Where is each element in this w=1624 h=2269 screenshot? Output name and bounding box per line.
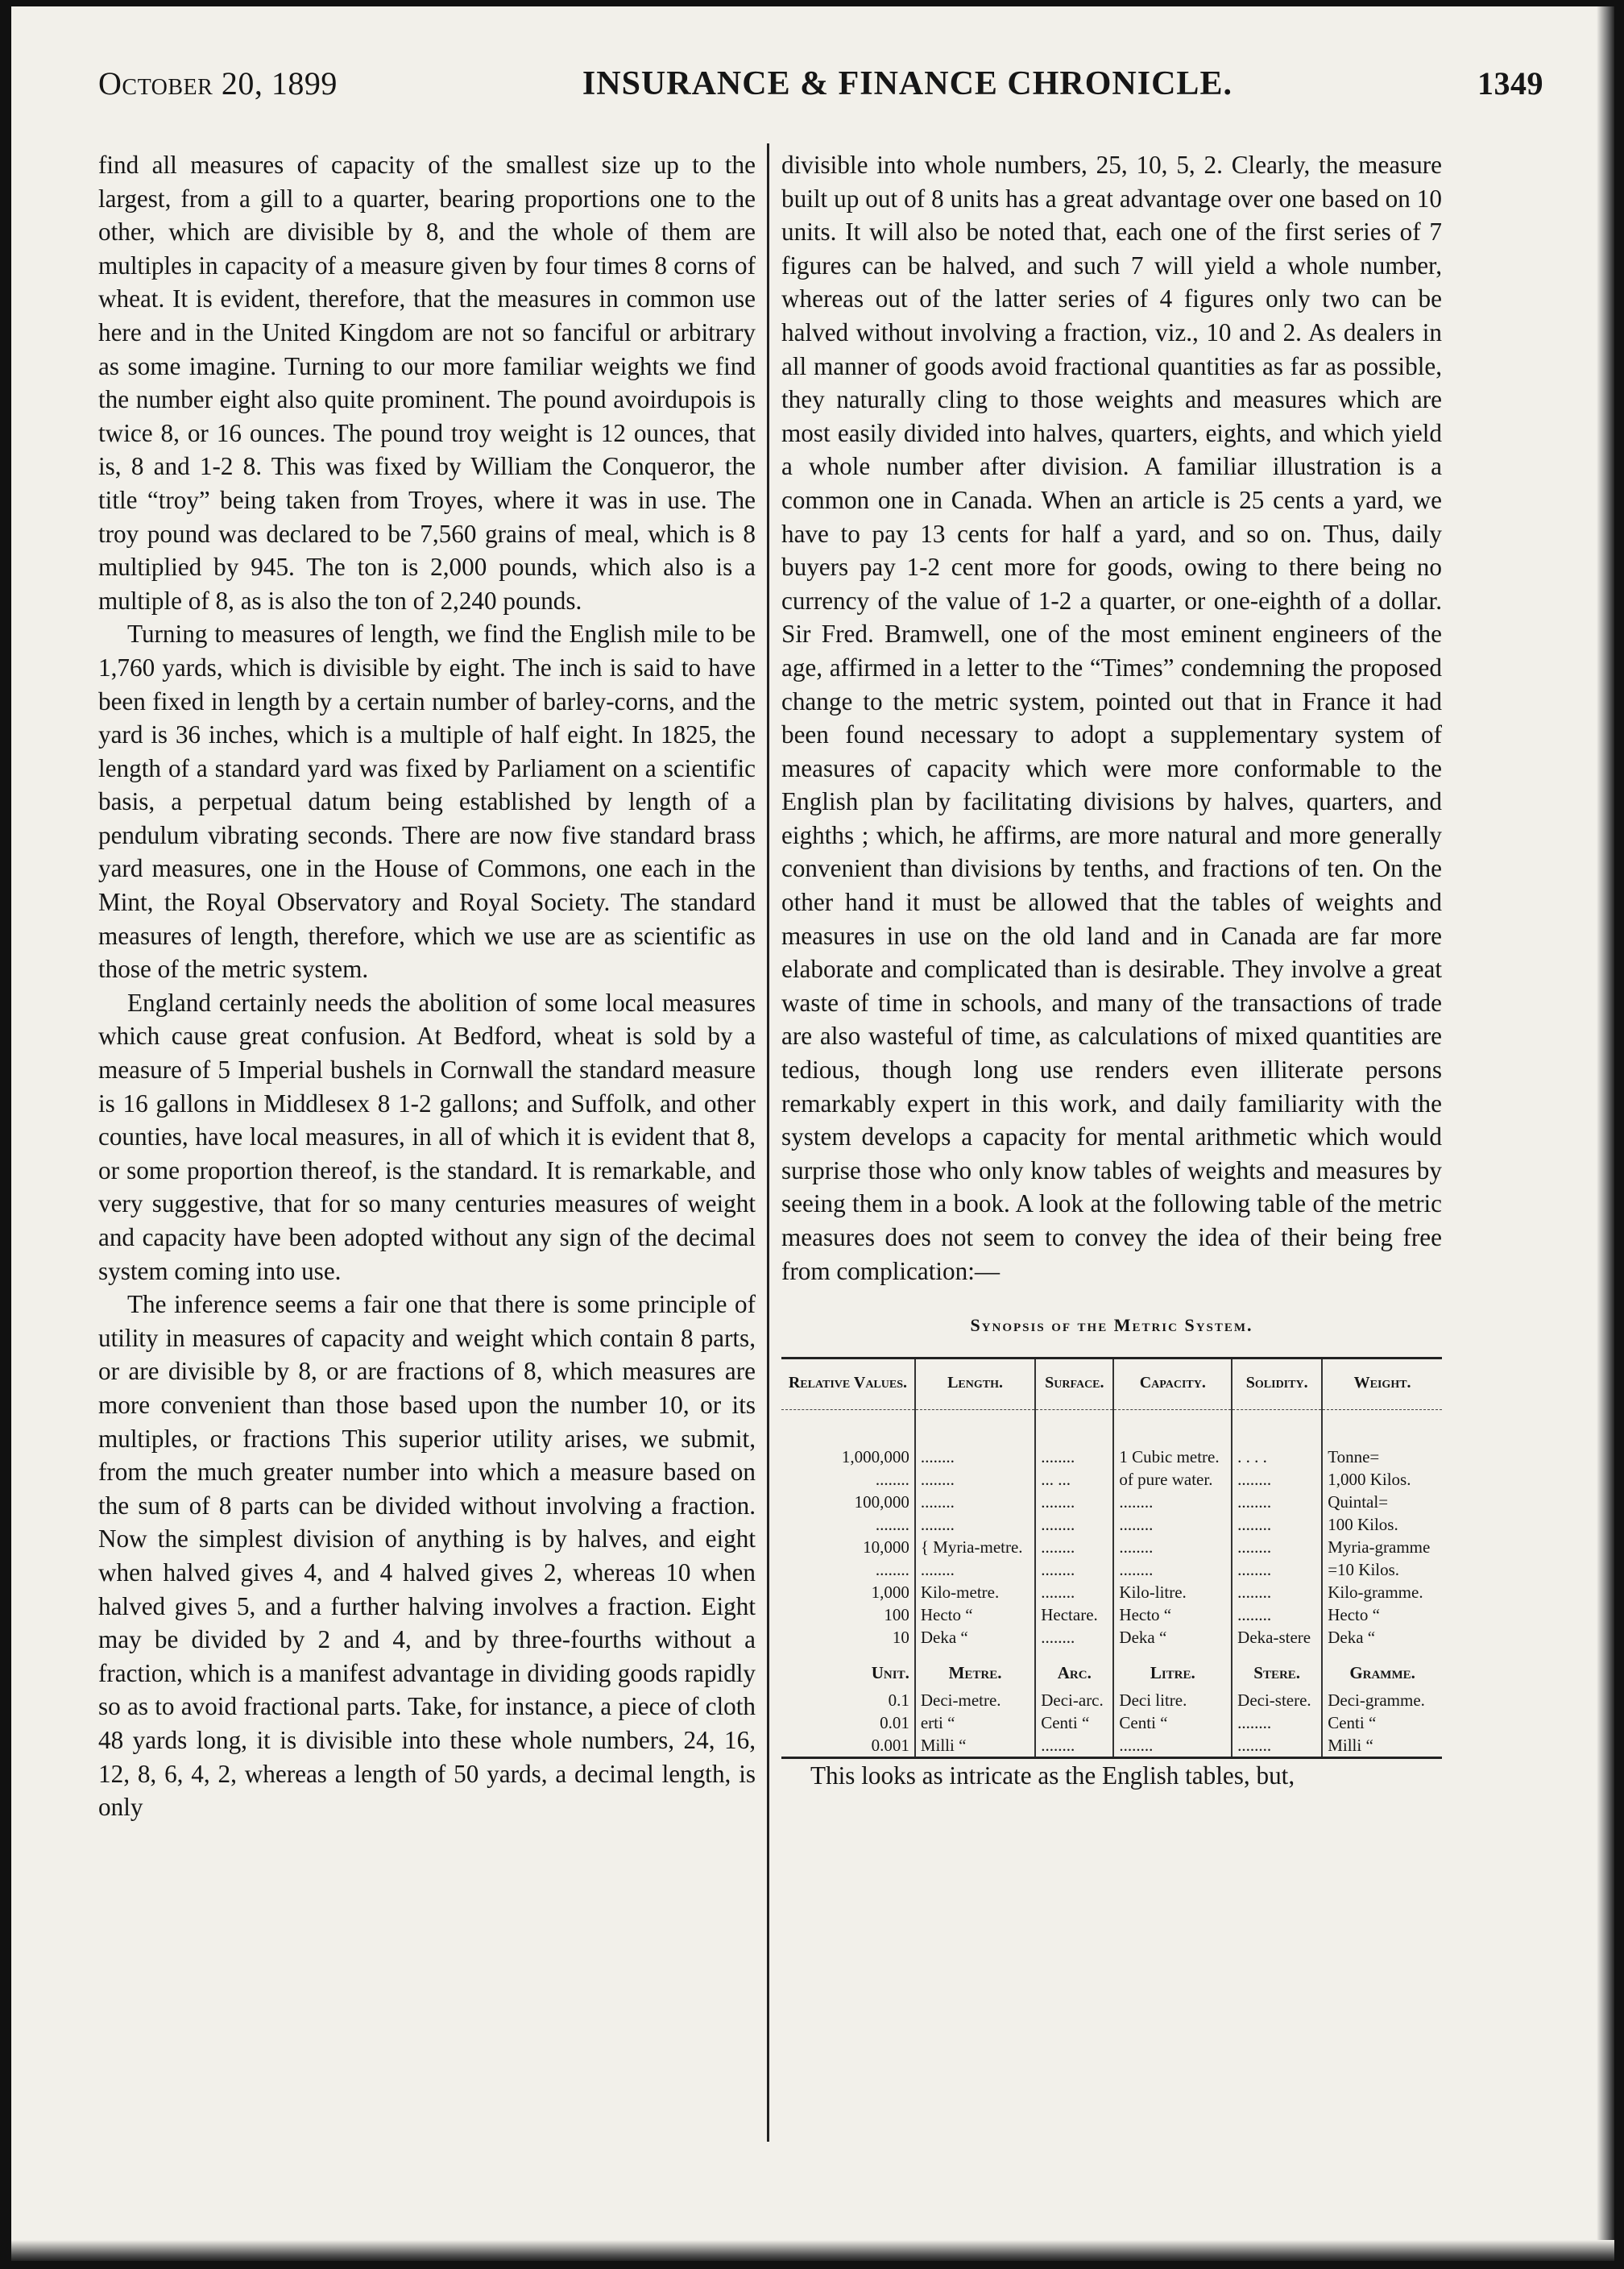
table-cell: ........ [1035, 1581, 1113, 1603]
col-header-relative-values: Relative Values. [781, 1358, 915, 1409]
table-cell: ........ [1232, 1468, 1322, 1491]
table-cell: ........ [1113, 1558, 1232, 1581]
table-row [781, 1536, 1442, 1558]
table-cell: Kilo-litre. [1113, 1581, 1232, 1603]
col-header-weight: Weight. [1322, 1358, 1442, 1409]
table-row [781, 1446, 1442, 1468]
table-cell: ........ [915, 1491, 1035, 1513]
paragraph: This looks as intricate as the English tables, but, [810, 1761, 1295, 1790]
table-unit-row [781, 1649, 1442, 1689]
table-cell: 10,000 [781, 1536, 915, 1558]
table-cell: ........ [1035, 1491, 1113, 1513]
table-cell: . . . . [1232, 1446, 1322, 1468]
paragraph: divisible into whole numbers, 25, 10, 5, 2. Clearly, the measure built up out of 8 units has a great advantage over one based on 10 units. It will also be noted that, each one of the first series of 7 figures can be halved, and such 7 will yield a whole number, whereas out of the latter series of 4 figures only two can be halved without involving a fraction, viz., 10 and 2. As dealers in all manner of goods avoid fractional quantities as far as possible, they naturally cling to those weights and measures which are most easily divided into halves, quarters, eights, and which yield a whole number after division. A familiar illustration is a common one in Canada. When an article is 25 cents a yard, we have to pay 13 cents for half a yard, and so on. Thus, daily buyers pay 1-2 cent more for goods, owing to there being no currency of the value of 1-2 a quarter, or one-eighth of a dollar. Sir Fred. Bramwell, one of the most eminent engineers of the age, affirmed in a letter to the “Times” condemning the proposed change to the metric system, pointed out that in France it had been found necessary to adopt a supplementary system of measures of capacity which were more conformable to the English plan by facilitating divisions by halves, quarters, and eighths ; which, he affirms, are more natural and more generally convenient than divisions by tenths, and fractions of ten. On the other hand it must be allowed that the tables of weights and measures in use on the old land and in Canada are far more elaborate and complicated than is desirable. They involve a great waste of time in schools, and many of the transactions of trade are also wasteful of time, as calculations of mixed quantities are tedious, though long use renders even illiterate persons remarkably expert in this work, and daily familiarity with the system develops a capacity for mental arithmetic which would surprise those who only know tables of weights and measures by seeing them in a book. A look at the following table of the metric measures does not seem to convey the idea of their being free from complication:— [781, 151, 1442, 1285]
table-cell: ........ [1035, 1734, 1113, 1758]
table-cell: 100,000 [781, 1491, 915, 1513]
table-cell: Unit. [781, 1649, 915, 1689]
table-row [781, 1626, 1442, 1649]
table-header-row [781, 1358, 1442, 1409]
table-row [781, 1689, 1442, 1711]
table-cell: Deka “ [1113, 1626, 1232, 1649]
table-cell: Litre. [1113, 1649, 1232, 1689]
paragraph: Turning to measures of length, we find the English mile to be 1,760 yards, which is divisible by eight. The inch is said to have been fixed in length by a certain number of barley-corns, and the yard is 36 inches, which is a multiple of half eight. In 1825, the length of a standard yard was fixed by Parliament on a scientific basis, a perpetual datum being established by length of a pendulum vibrating seconds. There are now five standard brass yard measures, one in the House of Commons, one each in the Mint, the Royal Observatory and Royal Society. The standard measures of length, therefore, which we use are as scientific as those of the metric system. [98, 620, 756, 984]
page-edge-shadow [1597, 6, 1614, 2261]
table-cell: Centi “ [1328, 1712, 1377, 1732]
table-cell: ........ [1035, 1446, 1113, 1468]
table-row [781, 1581, 1442, 1603]
table-cell: Deci-gramme. [1328, 1690, 1425, 1710]
table-cell: ........ [1232, 1513, 1322, 1536]
right-column [781, 148, 1442, 1792]
table-cell: 1,000 [781, 1581, 915, 1603]
table-cell: Kilo-gramme. [1328, 1582, 1423, 1602]
table-cell: Stere. [1232, 1649, 1322, 1689]
paragraph: find all measures of capacity of the smallest size up to the largest, from a gill to a quarter, bearing proportions one to the other, which are divisible by 8, and the whole of them are multiples in capacity of a measure given by four times 8 corns of wheat. It is evident, therefore, that the measures in common use here and in the United Kingdom are not so fanciful or arbitrary as some imagine. Turning to our more familiar weights we find the number eight also quite prominent. The pound avoirdupois is twice 8, or 16 ounces. The pound troy weight is 12 ounces, that is, 8 and 1-2 8. This was fixed by William the Conqueror, the title “troy” being taken from Troyes, where it was in use. The troy pound was declared to be 7,560 grains of meal, which is 8 multiplied by 945. The ton is 2,000 pounds, which also is a multiple of 8, as is also the ton of 2,240 pounds. [98, 151, 756, 615]
table-cell: 100 Kilos. [1328, 1514, 1398, 1534]
table-cell: ........ [1113, 1536, 1232, 1558]
table-cell: ........ [781, 1468, 915, 1491]
table-cell: Hecto “ [915, 1603, 1035, 1626]
table-cell: ........ [1232, 1558, 1322, 1581]
table-cell: ........ [1232, 1603, 1322, 1626]
table-cell: ........ [781, 1558, 915, 1581]
issue-date: October 20, 1899 [98, 65, 338, 102]
masthead-title: INSURANCE & FINANCE CHRONICLE. [582, 65, 1232, 102]
table-cell: Milli “ [915, 1734, 1035, 1758]
table-cell: Gramme. [1349, 1662, 1415, 1682]
page-number: 1349 [1477, 65, 1543, 102]
table-cell: ........ [1035, 1536, 1113, 1558]
metric-synopsis-table [781, 1357, 1442, 1759]
table-cell: 0.001 [781, 1734, 915, 1758]
table-row [781, 1491, 1442, 1513]
page-edge-shadow [11, 2240, 1614, 2261]
table-row [781, 1558, 1442, 1581]
table-cell: Deci-metre. [915, 1689, 1035, 1711]
table-cell: Milli “ [1328, 1735, 1373, 1755]
table-cell: Deka-stere [1232, 1626, 1322, 1649]
col-header-length: Length. [915, 1358, 1035, 1409]
col-header-solidity: Solidity. [1232, 1358, 1322, 1409]
col-header-surface: Surface. [1035, 1358, 1113, 1409]
table-cell: ........ [1232, 1536, 1322, 1558]
table-unit-body [781, 1649, 1442, 1689]
table-cell: ........ [1113, 1734, 1232, 1758]
table-cell: 10 [781, 1626, 915, 1649]
table-cell: ........ [915, 1468, 1035, 1491]
left-column [98, 148, 756, 1824]
table-cell: Arc. [1035, 1649, 1113, 1689]
table-upper-body [781, 1409, 1442, 1649]
table-row [781, 1603, 1442, 1626]
table-cell: 0.1 [781, 1689, 915, 1711]
table-cell: Deci-arc. [1035, 1689, 1113, 1711]
table-row [781, 1711, 1442, 1734]
table-row [781, 1468, 1442, 1491]
table-cell: ........ [1035, 1558, 1113, 1581]
table-cell: Deka “ [1328, 1627, 1376, 1647]
paragraph: The inference seems a fair one that there is some principle of utility in measures of capacity and weight which contain 8 parts, or are divisible by 8, or are fractions of 8, which measures are more convenient than those based upon the number 10, or its multiples, or fractions This superior utility arises, we submit, from the much greater number into which a measure based on the sum of 8 parts can be divided without involving a fraction. Now the simplest division of anything is by halves, and eight when halved gives 4, and 4 halved gives 2, whereas 10 when halved gives 5, and a further halving involves a fraction. Eight may be divided by 2 and 4, and by three-fourths without a fraction, which is a manifest advantage in dividing goods rapidly so as to avoid fractional parts. Take, for instance, a piece of cloth 48 yards long, it is divisible into these whole numbers, 24, 16, 12, 8, 6, 4, 2, whereas a length of 50 yards, a decimal length, is only [98, 1290, 756, 1822]
table-cell: Quintal= [1328, 1491, 1389, 1512]
table-cell: ........ [915, 1558, 1035, 1581]
table-cell: ........ [1035, 1626, 1113, 1649]
page-header [98, 64, 1543, 113]
table-cell: erti “ [915, 1711, 1035, 1734]
table-cell: Hecto “ [1328, 1604, 1380, 1624]
table-cell: 1,000,000 [781, 1446, 915, 1468]
table-cell: { Myria-metre. [915, 1536, 1035, 1558]
table-spacer-row [781, 1409, 1442, 1446]
table-cell: Myria-gramme [1328, 1537, 1431, 1557]
table-row [781, 1513, 1442, 1536]
table-cell: Kilo-metre. [915, 1581, 1035, 1603]
table-row [781, 1734, 1442, 1758]
paragraph: England certainly needs the abolition of some local measures which cause great confusion. At Bedford, wheat is sold by a measure of 5 Imperial bushels in Cornwall the standard measure is 16 gallons in Middlesex 8 1-2 gallons; and Suffolk, and other counties, have local measures, in all of which it is evident that 8, or some proportion thereof, is the standard. It is remarkable, and very suggestive, that for so many centuries measures of weight and capacity have been adopted without any sign of the decimal system coming into use. [98, 988, 756, 1285]
table-lower-body [781, 1689, 1442, 1758]
table-cell: =10 Kilos. [1328, 1559, 1400, 1579]
table-cell: ........ [915, 1513, 1035, 1536]
table-cell: ........ [1035, 1513, 1113, 1536]
table-cell: ........ [1232, 1581, 1322, 1603]
table-cell: ........ [1113, 1491, 1232, 1513]
table-cell: Metre. [915, 1649, 1035, 1689]
table-cell: Deci-stere. [1232, 1689, 1322, 1711]
table-cell: ........ [1232, 1491, 1322, 1513]
col-header-capacity: Capacity. [1113, 1358, 1232, 1409]
table-cell: Centi “ [1113, 1711, 1232, 1734]
table-cell: Hecto “ [1113, 1603, 1232, 1626]
table-title: Synopsis of the Metric System. [970, 1315, 1253, 1336]
column-divider [767, 143, 769, 2142]
table-cell: 1,000 Kilos. [1328, 1469, 1411, 1489]
table-cell: 1 Cubic metre. [1113, 1446, 1232, 1468]
table-cell: Centi “ [1035, 1711, 1113, 1734]
table-cell: 0.01 [781, 1711, 915, 1734]
table-cell: Deka “ [915, 1626, 1035, 1649]
table-cell: Tonne= [1328, 1446, 1380, 1466]
table-cell: Deci litre. [1113, 1689, 1232, 1711]
table-cell: ... ... [1035, 1468, 1113, 1491]
table-cell: Hectare. [1035, 1603, 1113, 1626]
table-cell: of pure water. [1113, 1468, 1232, 1491]
table-cell: ........ [1113, 1513, 1232, 1536]
table-cell: ........ [1232, 1711, 1322, 1734]
newspaper-page [11, 6, 1614, 2261]
table-cell: ........ [1232, 1734, 1322, 1758]
table-cell: 100 [781, 1603, 915, 1626]
table-cell: ........ [915, 1446, 1035, 1468]
table-cell: ........ [781, 1513, 915, 1536]
